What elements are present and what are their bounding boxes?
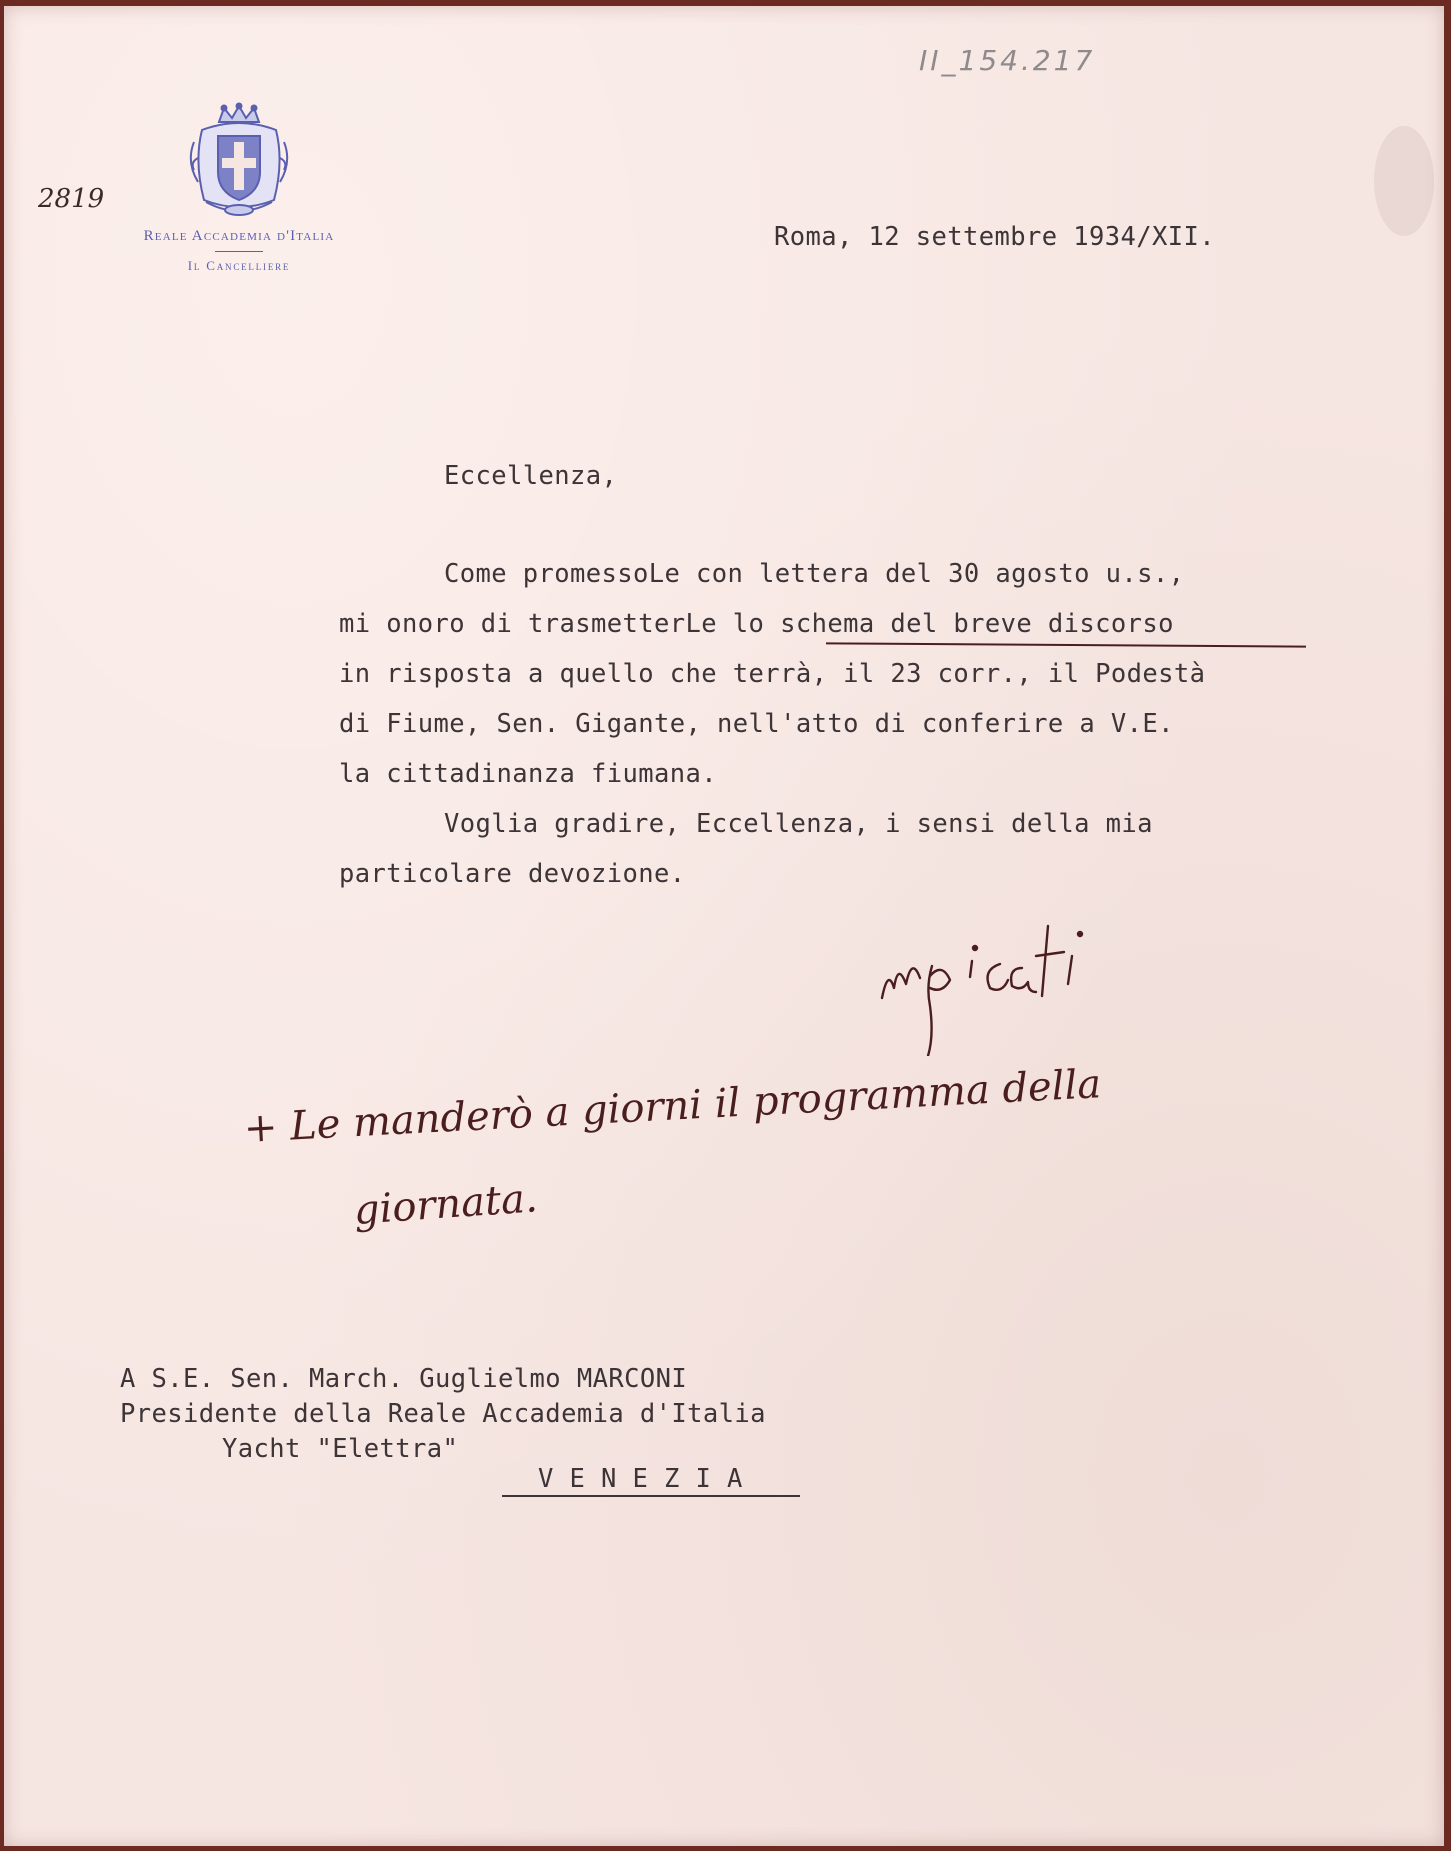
signature <box>872 906 1132 1056</box>
date-line: Roma, 12 settembre 1934/XII. <box>774 222 1216 252</box>
address-line: A S.E. Sen. March. Guglielmo MARCONI <box>120 1364 688 1394</box>
letterhead-rule <box>215 251 263 252</box>
body-line: Come promessoLe con lettera del 30 agosto u.s., <box>444 559 1185 589</box>
body-line: la cittadinanza fiumana. <box>339 759 718 789</box>
margin-number: 2819 <box>38 184 105 214</box>
closing-line: particolare devozione. <box>339 859 686 889</box>
address-line: Yacht "Elettra" <box>222 1434 459 1464</box>
body-line: in risposta a quello che terrà, il 23 corr., il Podestà <box>339 659 1206 689</box>
handwritten-note-line: giornata. <box>352 1175 540 1234</box>
letter-sheet <box>4 6 1444 1846</box>
closing-line: Voglia gradire, Eccellenza, i sensi della mia <box>444 809 1153 839</box>
letterhead-office: Il Cancelliere <box>187 258 291 273</box>
address-line: Presidente della Reale Accademia d'Italia <box>120 1399 766 1429</box>
archive-reference: II_154.217 <box>919 44 1096 77</box>
body-line: mi onoro di trasmetterLe lo schema del breve discorso <box>339 609 1174 639</box>
salutation: Eccellenza, <box>444 461 618 491</box>
handwritten-note-line: + Le manderò a giorni il programma della <box>242 1061 1103 1152</box>
address-city: V E N E Z I A <box>538 1464 743 1494</box>
savoy-crest-icon <box>184 102 294 224</box>
emphasis-underline <box>826 642 1306 647</box>
paper-stain <box>1374 126 1434 236</box>
address-city-underline <box>502 1495 800 1497</box>
body-line: di Fiume, Sen. Gigante, nell'atto di conferire a V.E. <box>339 709 1174 739</box>
letterhead-institution: Reale Accademia d'Italia <box>143 228 335 244</box>
letterhead <box>104 102 374 302</box>
